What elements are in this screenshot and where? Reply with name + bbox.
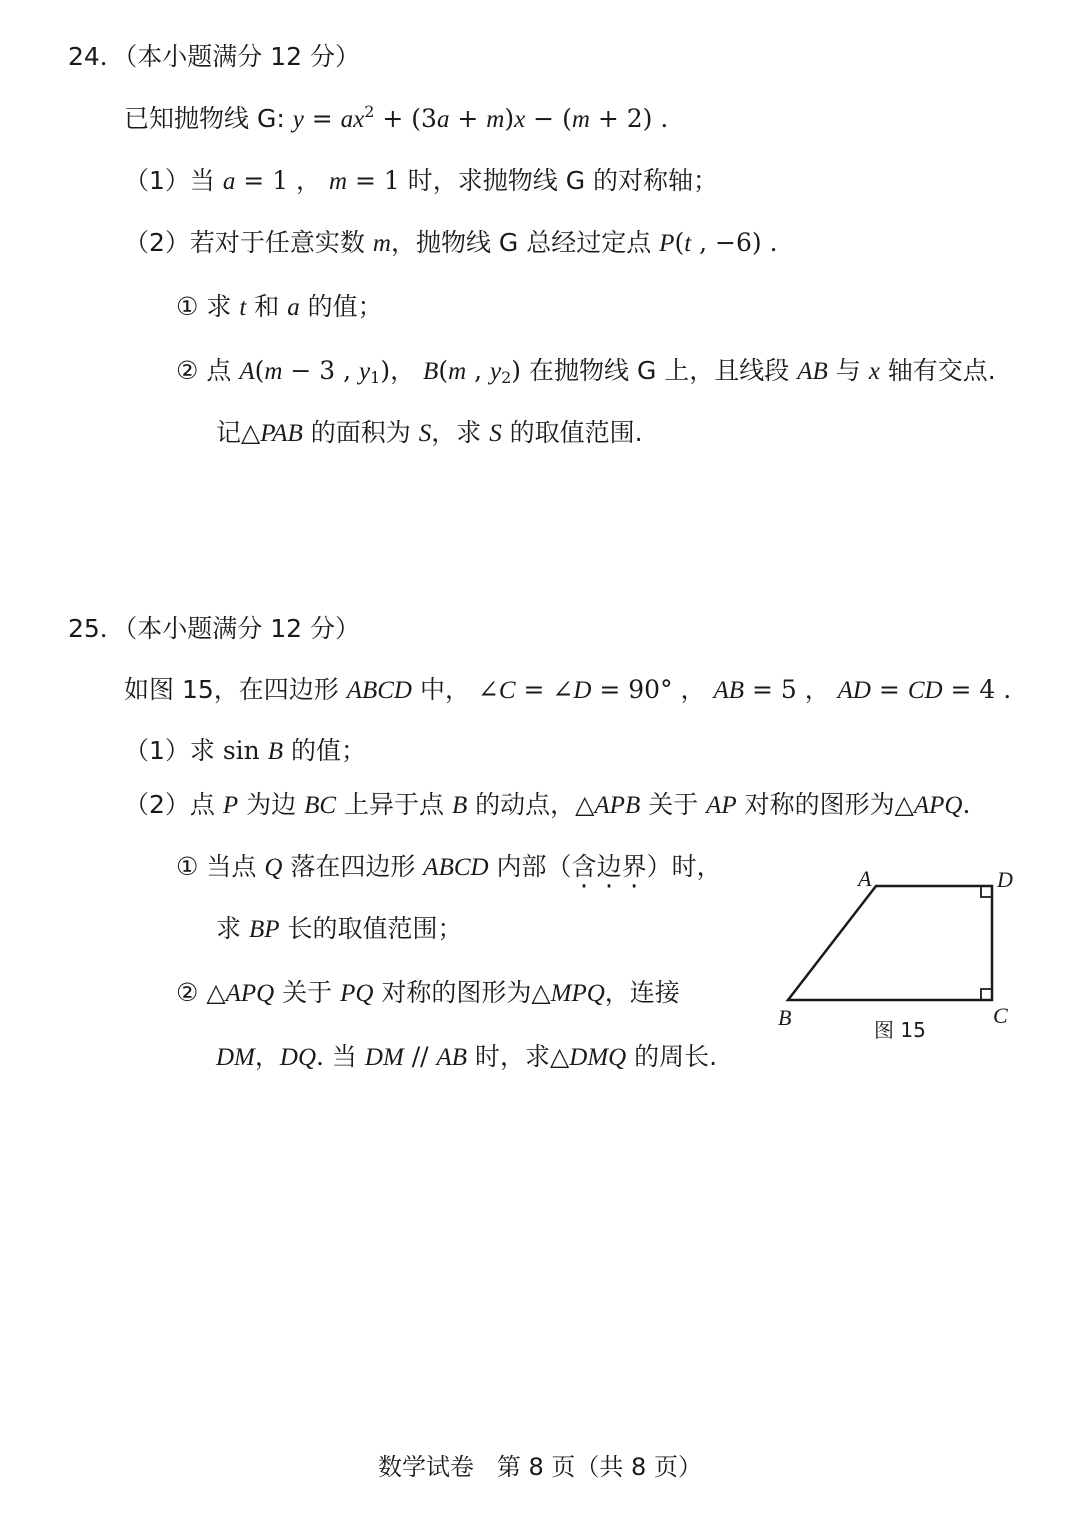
q24-stem: 已知抛物线 G: $y = ax^2 + (3a + m)x - (m + 2)$ .	[124, 102, 669, 133]
q25-item1-line1: ① 当点 Q 落在四边形 ABCD 内部（含边界）时，	[176, 852, 722, 881]
q25-item2-line1: ② △APQ 关于 PQ 对称的图形为△MPQ，连接	[176, 978, 680, 1007]
q24-part1: （1）当 a = 1 ， m = 1 时，求抛物线 G 的对称轴；	[124, 166, 719, 195]
right-angle-mark-c	[981, 989, 992, 1000]
figure-15-quadrilateral	[770, 862, 1030, 1052]
quadrilateral-abcd	[788, 886, 992, 1000]
vertex-label-d: D	[997, 867, 1013, 892]
right-angle-mark-d	[981, 886, 992, 897]
q25-part2: （2）点 P 为边 BC 上异于点 B 的动点，△APB 关于 AP 对称的图形为△APQ.	[124, 790, 971, 819]
vertex-label-b: B	[778, 1005, 792, 1030]
vertex-label-c: C	[993, 1003, 1008, 1028]
q25-header: 25．（本小题满分 12 分）	[68, 614, 361, 643]
q25-item1-line2: 求 BP 长的取值范围；	[216, 914, 463, 943]
q25-stem: 如图 15，在四边形 ABCD 中， ∠C = ∠D = 90° ， AB = 5 ， AD = CD = 4 .	[124, 675, 1012, 704]
q24-part2: （2）若对于任意实数 m，抛物线 G 总经过定点 P(t , −6) .	[124, 228, 778, 257]
q24-item1: ① 求 t 和 a 的值；	[176, 292, 383, 321]
q24-header: 24．（本小题满分 12 分）	[68, 42, 361, 71]
q24-item2-line1: ② 点 A(m − 3 , $y_1$)， B(m , $y_2$) 在抛物线 G 上，且线段 AB 与 x 轴有交点.	[176, 356, 996, 387]
figure-caption: 图 15	[874, 1018, 926, 1042]
q25-item2-line2: DM，DQ. 当 DM // AB 时，求△DMQ 的周长.	[216, 1042, 718, 1071]
q24-item2-line2: 记△PAB 的面积为 S，求 S 的取值范围.	[216, 418, 643, 447]
vertex-label-a: A	[858, 866, 872, 891]
page-footer: 数学试卷 第 8 页（共 8 页）	[378, 1453, 702, 1481]
q25-part1: （1）求 sin B 的值；	[124, 736, 366, 765]
